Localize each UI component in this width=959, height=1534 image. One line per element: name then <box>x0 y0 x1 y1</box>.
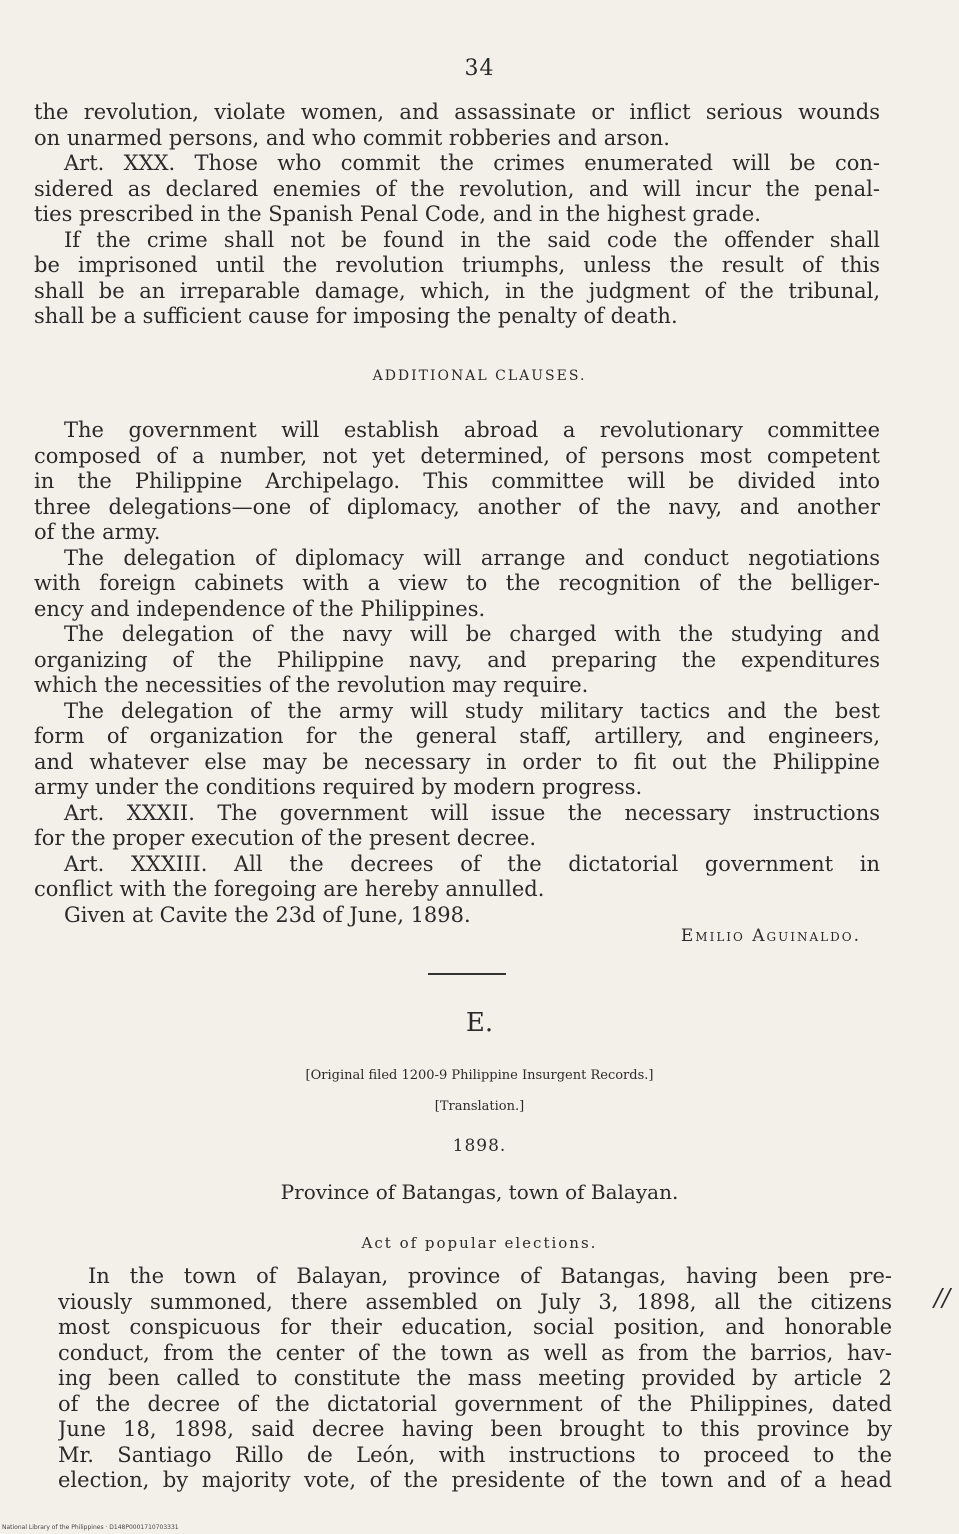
text-line: of the decree of the dictatorial government of the Philippines, dated <box>58 1391 892 1416</box>
text-line: which the necessities of the revolution may require. <box>34 673 589 697</box>
text-line: the revolution, violate women, and assassinate or inflict serious wounds <box>34 100 880 124</box>
additional-clauses-heading: ADDITIONAL CLAUSES. <box>372 368 587 384</box>
text-line: shall be an irreparable damage, which, in the judgment of the tribunal, <box>34 278 880 303</box>
text-line: In the town of Balayan, province of Batangas, having been pre- <box>88 1264 892 1288</box>
text-line: three delegations—one of diplomacy, another of the navy, and another <box>34 494 880 519</box>
signature: Emilio Aguinaldo. <box>680 926 861 946</box>
section-divider <box>428 973 506 975</box>
text-line: shall be a sufficient cause for imposing the penalty of death. <box>34 304 678 328</box>
text-line: Art. XXXII. The government will issue the necessary instructions <box>64 800 880 825</box>
text-line: on unarmed persons, and who commit robberies and arson. <box>34 125 670 150</box>
text-line: The delegation of the navy will be charged with the studying and <box>64 622 880 646</box>
text-line: If the crime shall not be found in the said code the offender shall <box>64 227 880 252</box>
text-line: with foreign cabinets with a view to the recognition of the belliger- <box>34 571 880 595</box>
text-line: most conspicuous for their education, social position, and honorable <box>58 1315 892 1339</box>
text-line: Given at Cavite the 23d of June, 1898. <box>64 902 471 927</box>
paragraph-act-of-elections <box>58 1264 892 1494</box>
text-line: conduct, from the center of the town as well as from the barrios, hav- <box>58 1340 892 1365</box>
margin-mark: // <box>934 1284 951 1312</box>
text-line: Art. XXXIII. All the decrees of the dictatorial government in <box>64 851 880 876</box>
footer-source: National Library of the Philippines · D148P0001710703331 <box>2 1524 179 1531</box>
text-line: and whatever else may be necessary in order to fit out the Philippine <box>34 749 880 774</box>
text-line: viously summoned, there assembled on July 3, 1898, all the citizens <box>58 1289 892 1314</box>
page-number: 34 <box>464 56 495 81</box>
text-line: ency and independence of the Philippines. <box>34 596 486 621</box>
translation-note: [Translation.] <box>434 1099 525 1114</box>
text-line: The delegation of the army will study military tactics and the best <box>64 698 880 723</box>
act-title: Act of popular elections. <box>361 1234 598 1252</box>
text-line: The government will establish abroad a revolutionary committee <box>64 418 880 442</box>
text-line: June 18, 1898, said decree having been brought to this province by <box>58 1417 892 1441</box>
year-heading: 1898. <box>452 1136 507 1156</box>
text-line: Mr. Santiago Rillo de León, with instructions to proceed to the <box>58 1442 892 1467</box>
text-line: of the army. <box>34 520 161 544</box>
text-line: composed of a number, not yet determined, of persons most competent <box>34 443 880 468</box>
text-line: in the Philippine Archipelago. This committee will be divided into <box>34 469 880 493</box>
text-line: conflict with the foregoing are hereby annulled. <box>34 877 545 901</box>
text-line: organizing of the Philippine navy, and preparing the expenditures <box>34 647 880 672</box>
section-letter: E. <box>465 1008 494 1038</box>
text-line: sidered as declared enemies of the revolution, and will incur the penal- <box>34 176 880 201</box>
text-line: election, by majority vote, of the presidente of the town and of a head <box>58 1468 892 1492</box>
text-line: for the proper execution of the present decree. <box>34 826 537 850</box>
paragraph-additional-clauses <box>34 418 880 928</box>
text-line: army under the conditions required by modern progress. <box>34 775 643 799</box>
original-filed-note: [Original filed 1200-9 Philippine Insurgent Records.] <box>305 1068 654 1083</box>
text-line: Art. XXX. Those who commit the crimes enumerated will be con- <box>64 151 880 175</box>
province-heading: Province of Batangas, town of Balayan. <box>280 1180 679 1204</box>
text-line: form of organization for the general staff, artillery, and engineers, <box>34 724 880 748</box>
text-line: ing been called to constitute the mass meeting provided by article 2 <box>58 1366 892 1390</box>
text-line: be imprisoned until the revolution triumphs, unless the result of this <box>34 253 880 277</box>
paragraph-art-xxix-end <box>34 100 880 330</box>
text-line: ties prescribed in the Spanish Penal Code, and in the highest grade. <box>34 202 761 226</box>
text-line: The delegation of diplomacy will arrange and conduct negotiations <box>64 545 880 570</box>
